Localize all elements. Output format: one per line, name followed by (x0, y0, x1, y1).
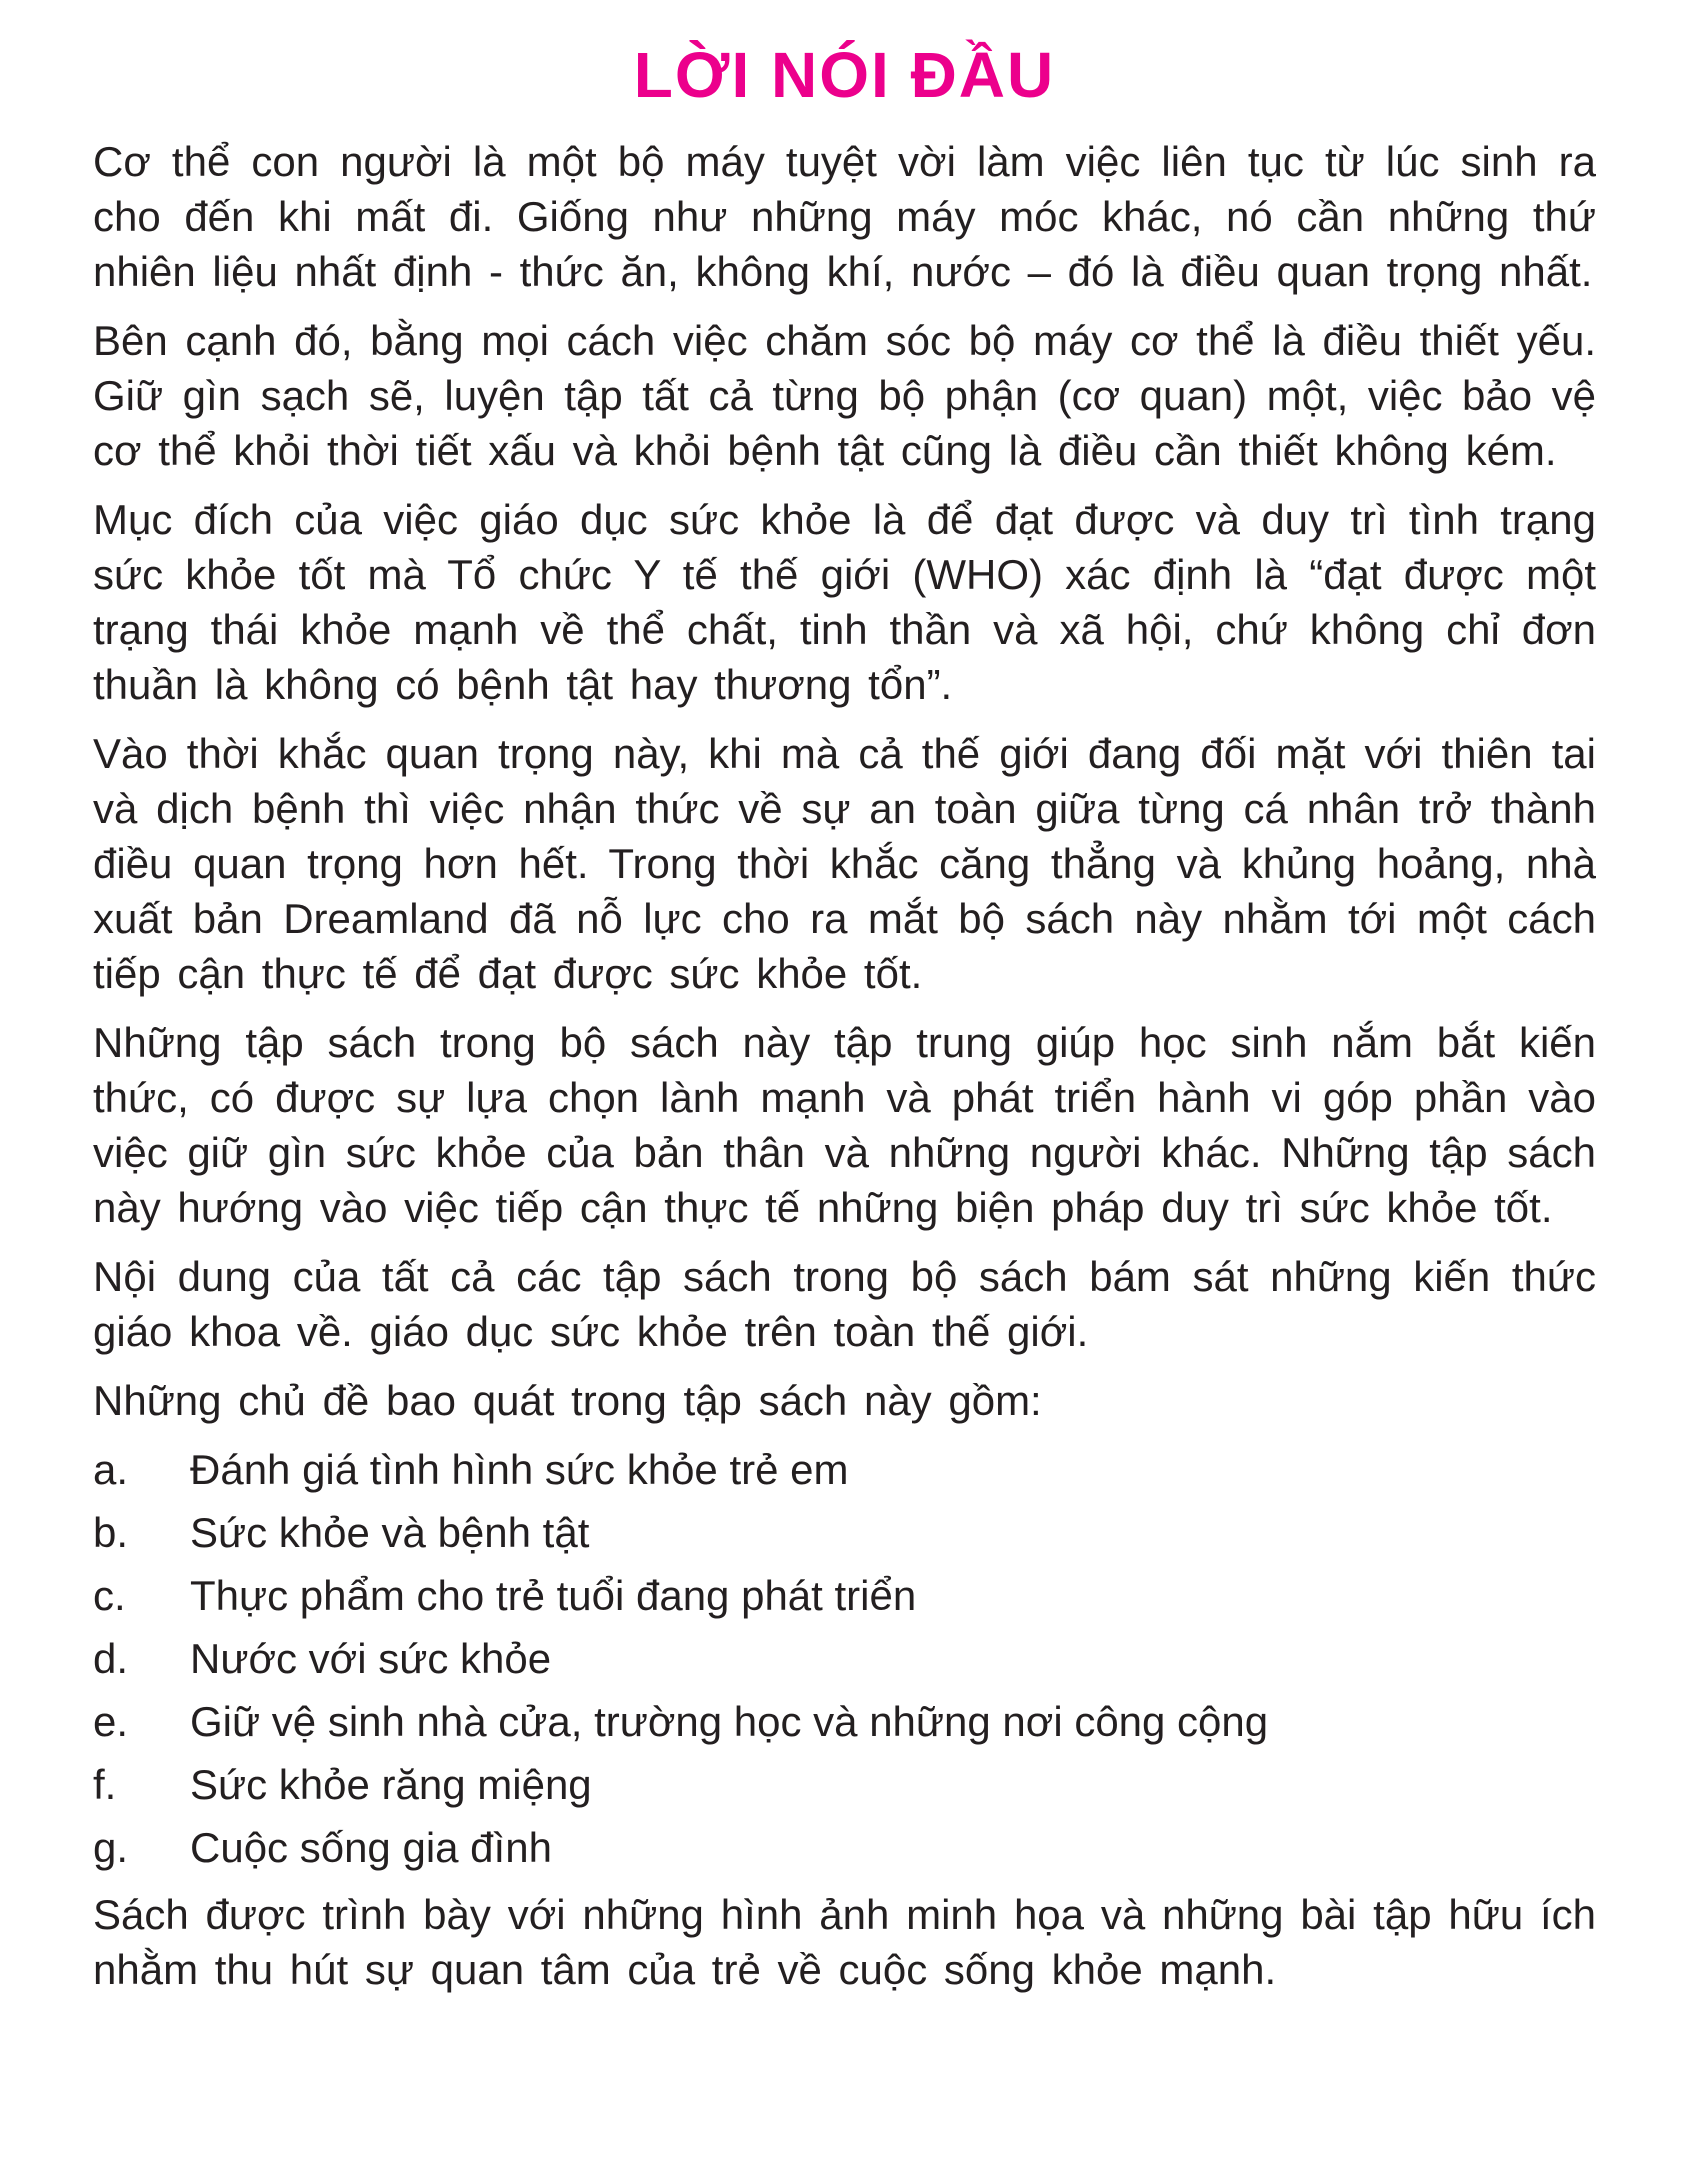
topic-text: Sức khỏe răng miệng (190, 1761, 592, 1808)
topic-item-b (93, 1505, 1596, 1560)
paragraph-care-essential: Bên cạnh đó, bằng mọi cách việc chăm sóc bộ máy cơ thể là điều thiết yếu. Giữ gìn sạch sẽ, luyện tập tất cả từng bộ phận (cơ quan) một, việc bảo vệ cơ thể khỏi thời tiết xấu và khỏi bệnh tật cũng là điều cần thiết không kém. (93, 317, 1596, 474)
paragraph-body-machine: Cơ thể con người là một bộ máy tuyệt vời làm việc liên tục từ lúc sinh ra cho đến khi mất đi. Giống như những máy móc khác, nó cần những thứ nhiên liệu nhất định - thức ăn, không khí, nước – đó là điều quan trọng nhất. (93, 138, 1596, 295)
paragraph-who-definition: Mục đích của việc giáo dục sức khỏe là để đạt được và duy trì tình trạng sức khỏe tốt mà Tổ chức Y tế thế giới (WHO) xác định là “đạt được một trạng thái khỏe mạnh về thể chất, tinh thần và xã hội, chứ không chỉ đơn thuần là không có bệnh tật hay thương tổn”. (93, 496, 1596, 708)
topic-letter: c. (93, 1572, 126, 1619)
topic-item-g (93, 1820, 1596, 1875)
topic-list (93, 1442, 1596, 1875)
topic-text: Đánh giá tình hình sức khỏe trẻ em (190, 1446, 849, 1493)
topic-letter: f. (93, 1761, 117, 1808)
topic-item-d (93, 1631, 1596, 1686)
topic-letter: g. (93, 1824, 129, 1871)
paragraph-closing: Sách được trình bày với những hình ảnh minh họa và những bài tập hữu ích nhằm thu hút sự quan tâm của trẻ về cuộc sống khỏe mạnh. (93, 1891, 1596, 1993)
topic-text: Nước với sức khỏe (190, 1635, 552, 1682)
topic-item-a (93, 1442, 1596, 1497)
paragraph-series-goal: Những tập sách trong bộ sách này tập trung giúp học sinh nắm bắt kiến thức, có được sự lựa chọn lành mạnh và phát triển hành vi góp phần vào việc giữ gìn sức khỏe của bản thân và những người khác. Những tập sách này hướng vào việc tiếp cận thực tế những biện pháp duy trì sức khỏe tốt. (93, 1019, 1596, 1231)
topic-item-f (93, 1757, 1596, 1812)
topic-letter: d. (93, 1635, 129, 1682)
page-title: LỜI NÓI ĐẦU (633, 39, 1056, 111)
topic-item-c (93, 1568, 1596, 1623)
paragraph-content-scope: Nội dung của tất cả các tập sách trong bộ sách bám sát những kiến thức giáo khoa về. giáo dục sức khỏe trên toàn thế giới. (93, 1253, 1596, 1355)
paragraph-world-crisis: Vào thời khắc quan trọng này, khi mà cả thế giới đang đối mặt với thiên tai và dịch bệnh thì việc nhận thức về sự an toàn giữa từng cá nhân trở thành điều quan trọng hơn hết. Trong thời khắc căng thẳng và khủng hoảng, nhà xuất bản Dreamland đã nỗ lực cho ra mắt bộ sách này nhằm tới một cách tiếp cận thực tế để đạt được sức khỏe tốt. (93, 730, 1596, 997)
topic-text: Thực phẩm cho trẻ tuổi đang phát triển (190, 1572, 917, 1619)
topic-letter: e. (93, 1698, 129, 1745)
topic-letter: b. (93, 1509, 129, 1556)
topic-letter: a. (93, 1446, 129, 1493)
topic-text: Cuộc sống gia đình (190, 1824, 552, 1871)
topic-item-e (93, 1694, 1596, 1749)
topic-text: Sức khỏe và bệnh tật (190, 1509, 590, 1556)
paragraph-topics-intro: Những chủ đề bao quát trong tập sách này gồm: (93, 1377, 1042, 1424)
topic-text: Giữ vệ sinh nhà cửa, trường học và những nơi công cộng (190, 1698, 1269, 1745)
